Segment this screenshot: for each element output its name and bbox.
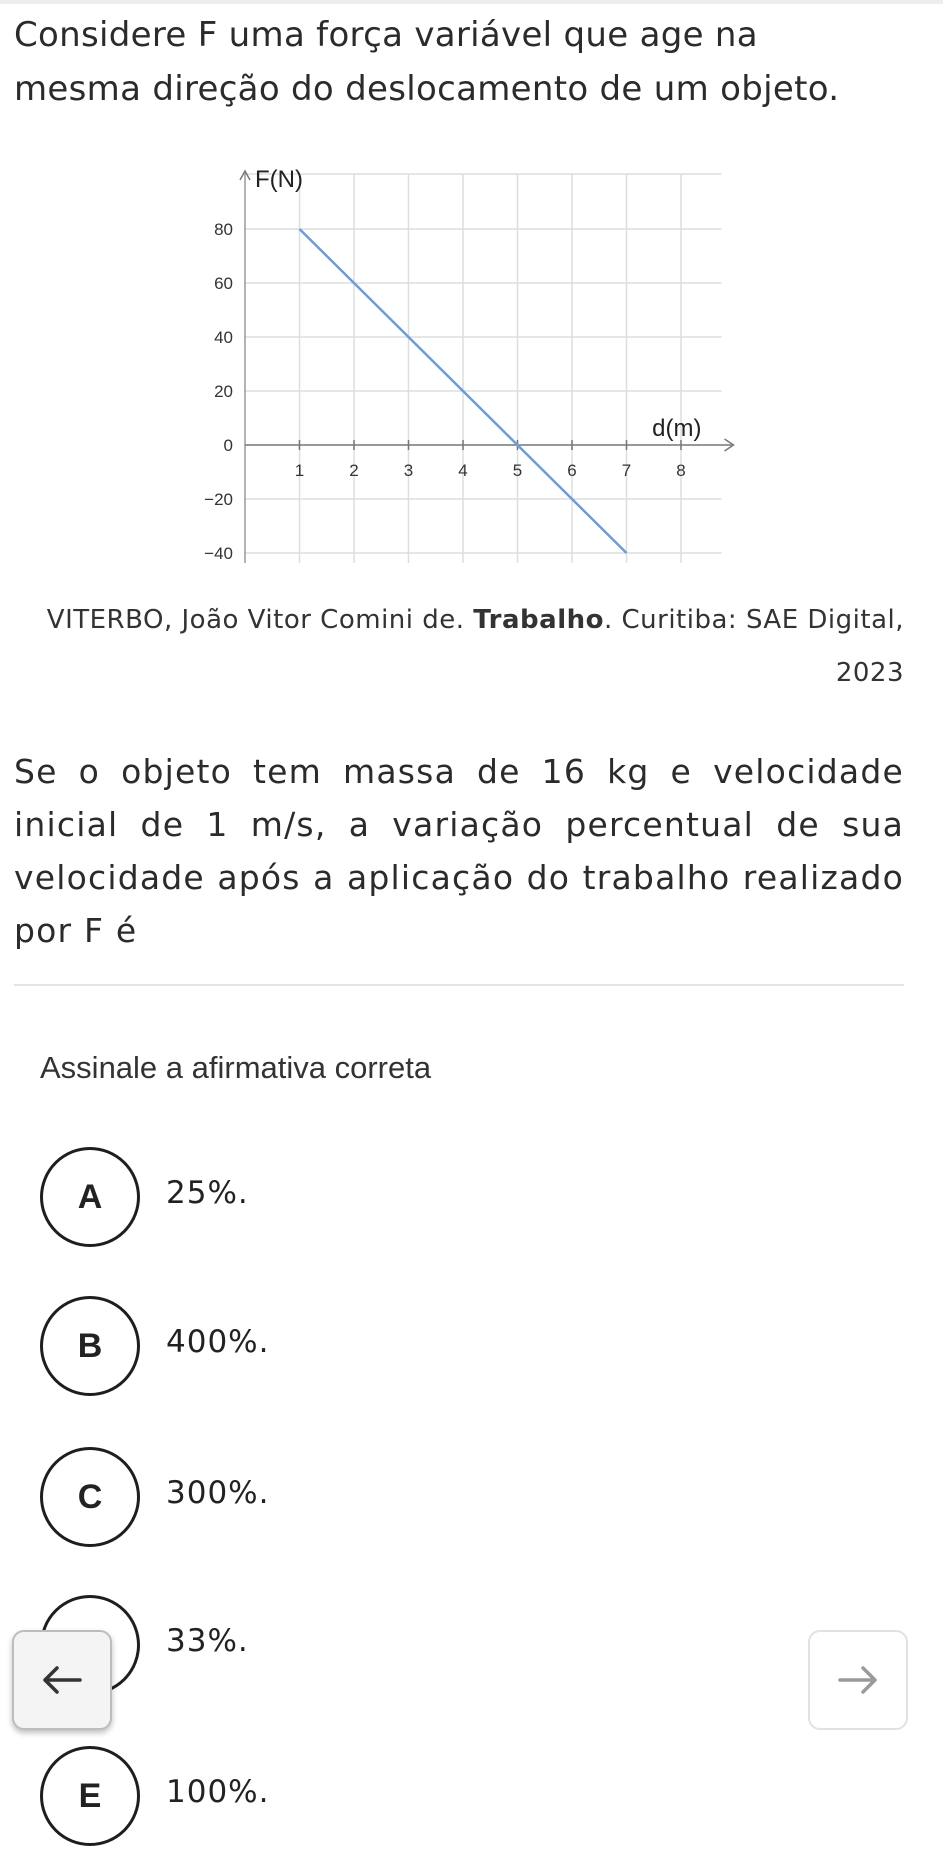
arrow-left-icon <box>40 1665 84 1695</box>
option-text-a: 25%. <box>166 1175 249 1211</box>
arrow-right-icon <box>836 1665 880 1695</box>
y-tick-label: 0 <box>223 436 233 455</box>
y-tick-label: 20 <box>214 382 233 401</box>
option-letter-e[interactable]: E <box>40 1746 140 1846</box>
y-tick-label: 40 <box>214 328 233 347</box>
force-displacement-chart <box>180 160 740 570</box>
option-letter-c[interactable]: C <box>40 1447 140 1547</box>
citation-title: Trabalho <box>473 605 604 635</box>
next-button[interactable] <box>808 1630 908 1730</box>
x-tick-label: 1 <box>294 461 305 480</box>
x-tick-label: 2 <box>349 461 359 480</box>
x-tick-label: 4 <box>458 461 468 480</box>
y-tick-label: −40 <box>204 544 233 563</box>
y-axis-label: F(N) <box>255 166 303 193</box>
x-tick-label: 7 <box>621 461 632 480</box>
section-divider <box>14 984 904 986</box>
x-tick-label: 5 <box>512 461 523 480</box>
y-tick-label: 80 <box>214 220 233 239</box>
citation-suffix: . Curitiba: SAE Digital, 2023 <box>603 605 904 688</box>
x-tick-label: 8 <box>676 461 686 480</box>
option-letter-b[interactable]: B <box>40 1296 140 1396</box>
option-c[interactable] <box>40 1447 640 1547</box>
problem-statement: Considere F uma força variável que age na mesma direção do deslocamento de um objeto. <box>14 15 840 109</box>
option-text-e: 100%. <box>166 1774 270 1810</box>
x-tick-label: 3 <box>403 461 414 480</box>
question-text: Se o objeto tem massa de 16 kg e velocidade inicial de 1 m/s, a variação percentual de sua velocidade após a aplicação do trabalho realizado por F é <box>14 752 904 950</box>
x-tick-label: 6 <box>567 461 577 480</box>
top-divider <box>0 0 943 4</box>
instruction-text: Assinale a afirmativa correta <box>40 1050 432 1085</box>
option-text-b: 400%. <box>166 1324 270 1360</box>
option-text-c: 300%. <box>166 1475 270 1511</box>
x-axis-label: d(m) <box>652 415 702 442</box>
option-d[interactable] <box>40 1595 640 1695</box>
option-e[interactable] <box>40 1746 640 1846</box>
y-tick-label: −20 <box>204 490 233 509</box>
option-letter-a[interactable]: A <box>40 1147 140 1247</box>
citation-prefix: VITERBO, João Vitor Comini de. <box>46 605 474 635</box>
option-b[interactable] <box>40 1296 640 1396</box>
option-text-d: 33%. <box>166 1623 249 1659</box>
option-a[interactable] <box>40 1147 640 1247</box>
citation <box>14 594 904 700</box>
y-tick-label: 60 <box>214 274 233 293</box>
previous-button[interactable] <box>12 1630 112 1730</box>
